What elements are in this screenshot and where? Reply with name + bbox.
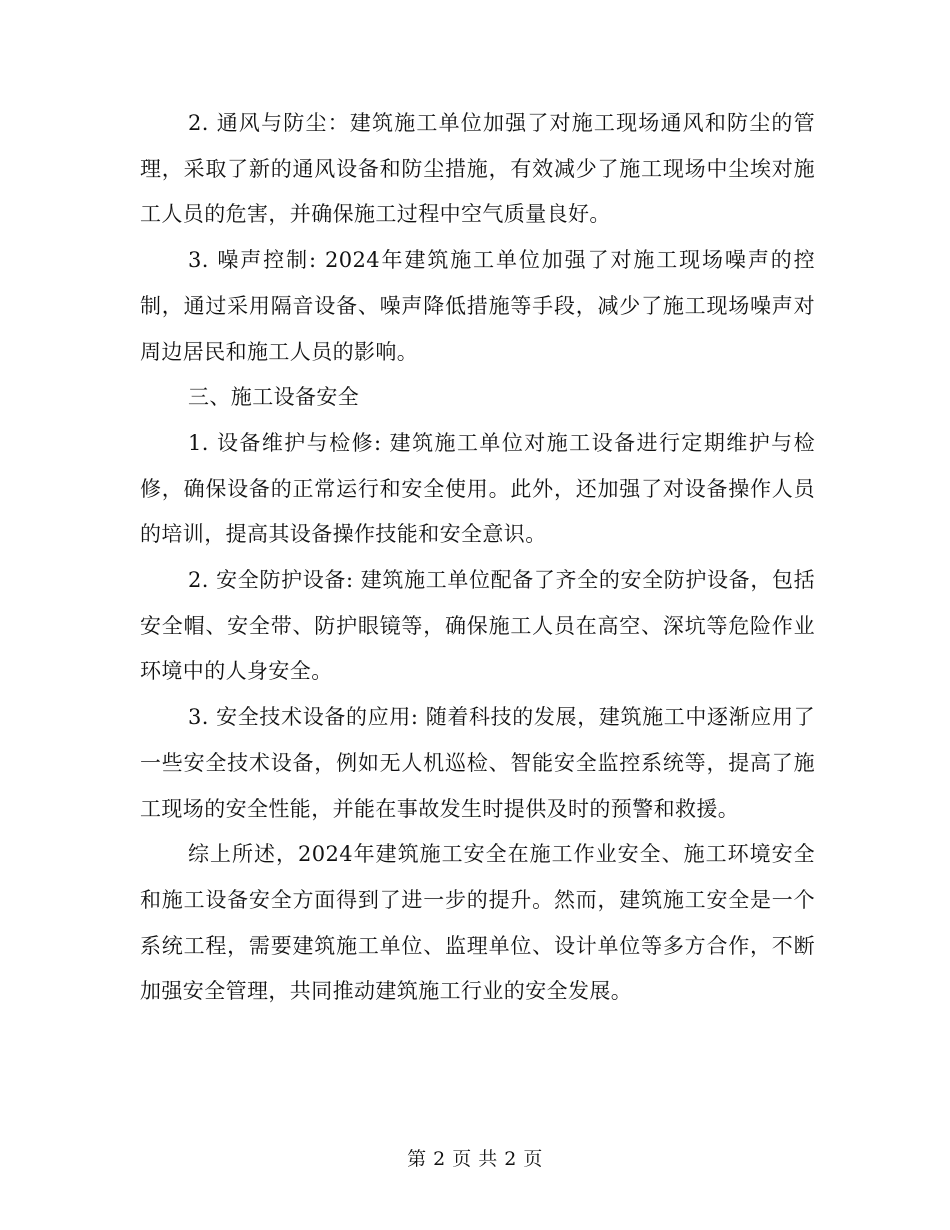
page-number-footer: 第 2 页 共 2 页 xyxy=(407,1148,543,1170)
document-body xyxy=(140,101,815,1015)
section-heading-equipment-safety: 三、施工设备安全 xyxy=(188,385,360,410)
paragraph-noise-control: 3. 噪声控制: 2024年建筑施工单位加强了对施工现场噪声的控制，通过采用隔音设备、噪声降低措施等手段，减少了施工现场噪声对周边居民和施工人员的影响。 xyxy=(140,248,815,364)
paragraph-ventilation-dust: 2. 通风与防尘：建筑施工单位加强了对施工现场通风和防尘的管理，采取了新的通风设备和防尘措施，有效减少了施工现场中尘埃对施工人员的危害，并确保施工过程中空气质量良好。 xyxy=(140,111,815,227)
paragraph-conclusion: 综上所述，2024年建筑施工安全在施工作业安全、施工环境安全和施工设备安全方面得到了进一步的提升。然而，建筑施工安全是一个系统工程，需要建筑施工单位、监理单位、设计单位等多方合作，不断加强安全管理，共同推动建筑施工行业的安全发展。 xyxy=(140,842,815,1004)
paragraph-equipment-maintenance: 1. 设备维护与检修: 建筑施工单位对施工设备进行定期维护与检修，确保设备的正常运行和安全使用。此外，还加强了对设备操作人员的培训，提高其设备操作技能和安全意识。 xyxy=(140,430,815,547)
paragraph-safety-technology: 3. 安全技术设备的应用: 随着科技的发展，建筑施工中逐渐应用了一些安全技术设备，例如无人机巡检、智能安全监控系统等，提高了施工现场的安全性能，并能在事故发生时提供及时的预警和救援。 xyxy=(140,705,815,821)
paragraph-protective-equipment: 2. 安全防护设备: 建筑施工单位配备了齐全的安全防护设备，包括安全帽、安全带、防护眼镜等，确保施工人员在高空、深坑等危险作业环境中的人身安全。 xyxy=(140,568,815,684)
